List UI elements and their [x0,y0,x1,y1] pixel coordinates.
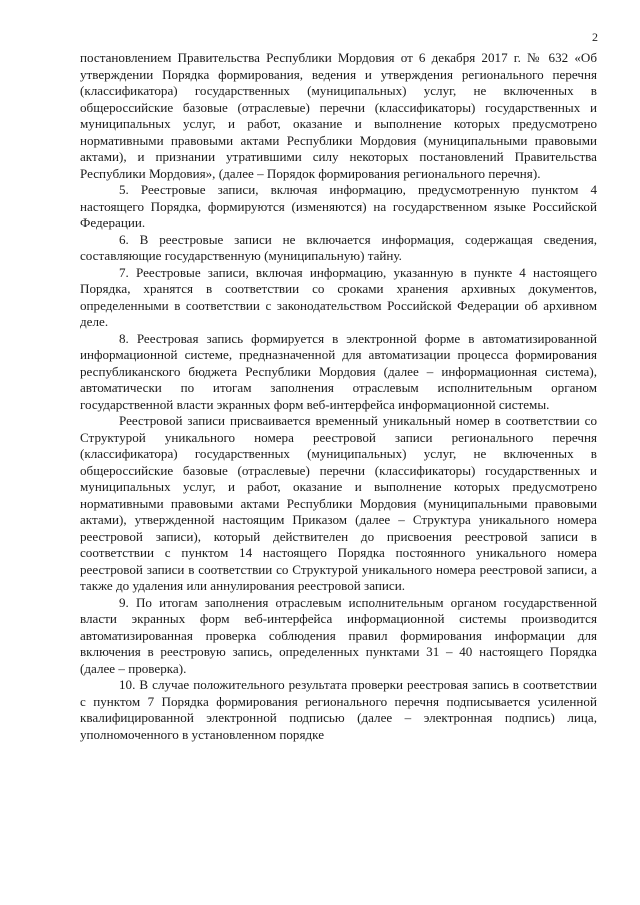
paragraph-item-9: 9. По итогам заполнения отраслевым исполнительным органом государственной власти экранных форм веб-интерфейса информационной системы производится автоматизированная проверка соблюдения правил формирования информации для включения в реестровую запись, определенных пунктами 31 – 40 настоящего Порядка (далее – проверка). [80,594,597,676]
paragraph-registry-number: Реестровой записи присваивается временный уникальный номер в соответствии со Структурой уникального номера реестровой записи регионального перечня (классификатора) государственных (муниципальных) услуг, не включенных в общероссийские базовые (отраслевые) перечни (классификаторы) государственных и муниципальных услуг, и работ, оказание и выполнение которых предусмотрено нормативными правовыми актами Республики Мордовия (муниципальными правовыми актами), утвержденной настоящим Приказом (далее – Структура уникального номера реестровой записи), который действителен до присвоения реестровой записи в соответствии с пунктом 14 настоящего Порядка постоянного уникального номера реестровой записи в соответствии со Структурой уникального номера реестровой записи, а также до удаления или аннулирования реестровой записи. [80,413,597,593]
paragraph-item-10: 10. В случае положительного результата проверки реестровая запись в соответствии с пунктом 7 Порядка формирования регионального перечня подписывается усиленной квалифицированной электронной подписью (далее – электронная подпись) лица, уполномоченного в установленном порядке [80,677,597,742]
paragraph-item-6: 6. В реестровые записи не включается информация, содержащая сведения, составляющие государственную (муниципальную) тайну. [80,231,597,263]
page-number: 2 [592,30,598,44]
document-body [80,50,597,743]
paragraph-continuation: постановлением Правительства Республики Мордовия от 6 декабря 2017 г. № 632 «Об утверждении Порядка формирования, ведения и утверждения регионального перечня (классификатора) государственных (муниципальных) услуг, не включенных в общероссийские базовые (отраслевые) перечни (классификаторы) государственных и муниципальных услуг, и работ, оказание и выполнение которых предусмотрено нормативными правовыми актами Республики Мордовия (муниципальными правовыми актами), и признании утратившими силу некоторых постановлений Правительства Республики Мордовия», (далее – Порядок формирования регионального перечня). [80,50,597,181]
paragraph-item-5: 5. Реестровые записи, включая информацию, предусмотренную пунктом 4 настоящего Порядка, формируются (изменяются) на государственном языке Российской Федерации. [80,182,597,230]
paragraph-item-8: 8. Реестровая запись формируется в электронной форме в автоматизированной информационной системе, предназначенной для автоматизации процесса формирования республиканского бюджета Республики Мордовия (далее – информационная система), автоматически по итогам заполнения отраслевым исполнительным органом государственной власти экранных форм веб-интерфейса информационной системы. [80,330,597,412]
paragraph-item-7: 7. Реестровые записи, включая информацию, указанную в пункте 4 настоящего Порядка, хранятся в соответствии со сроками хранения архивных документов, определенными в соответствии с законодательством Российской Федерации об архивном деле. [80,264,597,329]
